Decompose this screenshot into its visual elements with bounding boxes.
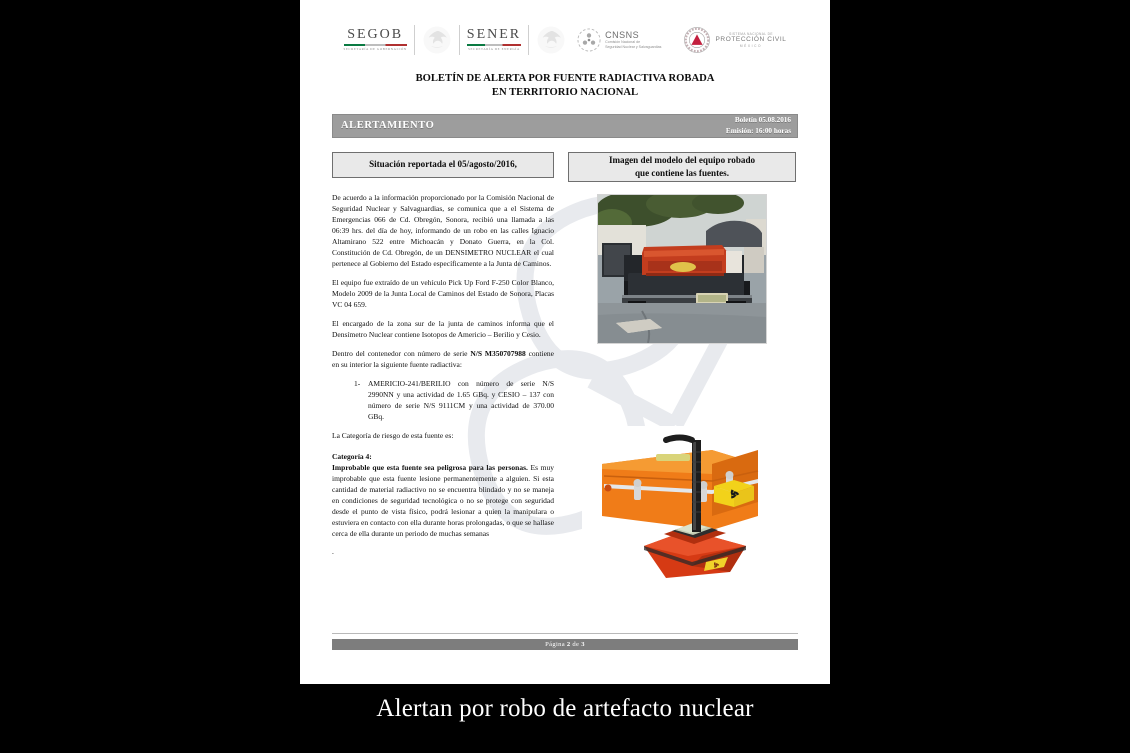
photo-density-gauge [582,426,782,586]
list-item-number: 1- [354,378,361,388]
segob-subtitle: SECRETARÍA DE GOBERNACIÓN [343,47,407,52]
document-title [332,72,798,100]
page-footer [332,633,798,650]
proteccion-civil-emblem-icon [683,26,711,54]
sener-wordmark: SENER [466,27,522,43]
alert-band [332,114,798,138]
trailing-dot: . [332,546,334,556]
bulletin-date: Boletín 05.08.2016 [734,116,791,125]
footer-middle: de [570,641,582,648]
document-page [300,0,830,684]
container-serial-number: N/S M350707988 [470,348,526,358]
segob-wordmark: SEGOB [347,27,404,43]
emission-time: Emisión: 16:00 horas [725,126,791,135]
radioactive-source-list [332,378,554,422]
document-title-line2: EN TERRITORIO NACIONAL [491,86,639,98]
paragraph-3: El encargado de la zona sur de la junta de caminos informa que el Densímetro Nuclear contiene Isotopos de Americio – Berilio y Cesio. [332,318,554,339]
category-paragraph [332,451,554,539]
imagen-heading-line2: que contiene las fuentes. [635,167,729,178]
sener-logo [467,19,521,61]
cnsns-line2: Seguridad Nuclear y Salvaguardias [605,44,662,49]
category-intro: La Categoría de riesgo de esta fuente es: [332,430,454,440]
proteccion-civil-logo [683,26,786,54]
paragraph-2: El equipo fue extraído de un vehículo Pick Up Ford F-250 Color Blanco, Modelo 2009 de la Junta Local de Caminos del Estado de Sonora, Placas VC 04 659. [332,277,554,309]
document-title-line1: BOLETÍN DE ALERTA POR FUENTE RADIACTIVA ROBADA [415,73,715,84]
segob-logo [344,19,407,61]
alert-band-label: ALERTAMIENTO [341,120,435,132]
footer-prefix: Página [545,641,567,648]
caption-text: Alertan por robo de artefacto nuclear [376,695,754,722]
paragraph-1: De acuerdo a la información proporcionado por la Comisión Nacional de Seguridad Nuclear y Salvaguardias, se comunica que a el Sistema de Emergencias 066 de Cd. Obregón, Sonora, recibió una llamada a las 06:39 hrs. del día de hoy, informando de un robo en las calles Ignacio Altamirano 522 entre Michoacán y Donato Guerra, en la Col. Constitución de Cd. Obregón, de un DENSIMETRO NUCLEAR el cual pertenece al Gobierno del Estado específicamente a la Junta de Caminos. [332,192,554,268]
cnsns-acronym: CNSNS [605,29,640,40]
left-column [332,152,554,556]
footer-current-page: 2 [566,641,571,648]
logo-divider-3 [528,25,529,55]
right-column [568,152,796,586]
photo-truck-wrapper [568,194,796,344]
sener-subtitle: SECRETARÍA DE ENERGÍA [468,47,520,52]
category-label: Categoría 4: [332,451,372,461]
cnsns-logo [576,27,661,53]
imagen-heading [568,152,796,182]
pc-line1: SISTEMA NACIONAL DE [729,31,773,36]
list-item [354,378,554,422]
pc-line3: MÉXICO [739,44,763,49]
category-body-text: Es muy improbable que esta fuente lesione permanentemente a alguien. Si esta cantidad de material radiactivo no se encuentra blindado y no se maneja en condiciones de seguridad tecnológica o no se protege con seguridad desde el punto de vista físico, podrá lesionar a quien la manipulara o estuviera en contacto con ella durante horas prolongadas, o que se hallase cerca de ella durante un periodo de muchas semanas [332,462,554,538]
category-block [332,451,554,556]
footer-total-pages: 3 [581,641,585,648]
cnsns-line1: Comisión Nacional de [605,39,641,44]
situacion-heading: Situación reportada el 05/agosto/2016, [332,152,554,178]
pc-line2: PROTECCIÓN CIVIL [715,35,787,43]
logo-divider-2 [459,25,460,55]
imagen-heading-line1: Imagen del modelo del equipo robado [608,155,756,166]
agency-logo-bar [332,18,798,62]
mexico-eagle-emblem-2 [536,19,566,61]
serial-outro: contiene en su interior la siguiente fuente radiactiva: [332,348,555,369]
footer-rule [332,633,798,634]
category-bold-text: Improbable que esta fuente sea peligrosa para las personas. [332,462,528,472]
content-columns [332,152,798,586]
mexico-eagle-emblem-1 [422,19,452,61]
page-number-band [332,639,798,650]
cnsns-emblem-icon [576,27,602,53]
list-item-text: AMERICIO-241/BERILIO con número de serie N/S 2990NN y una actividad de 1.65 GBq. y CESIO – 137 con número de serie N/S 9111CM y una actividad de 370.00 GBq. [368,378,554,421]
photo-pickup-truck [597,194,767,344]
paragraph-4 [332,348,554,370]
report-body [332,192,554,556]
logo-divider-1 [414,25,415,55]
serial-intro: Dentro del contenedor con número de serie [332,348,471,358]
